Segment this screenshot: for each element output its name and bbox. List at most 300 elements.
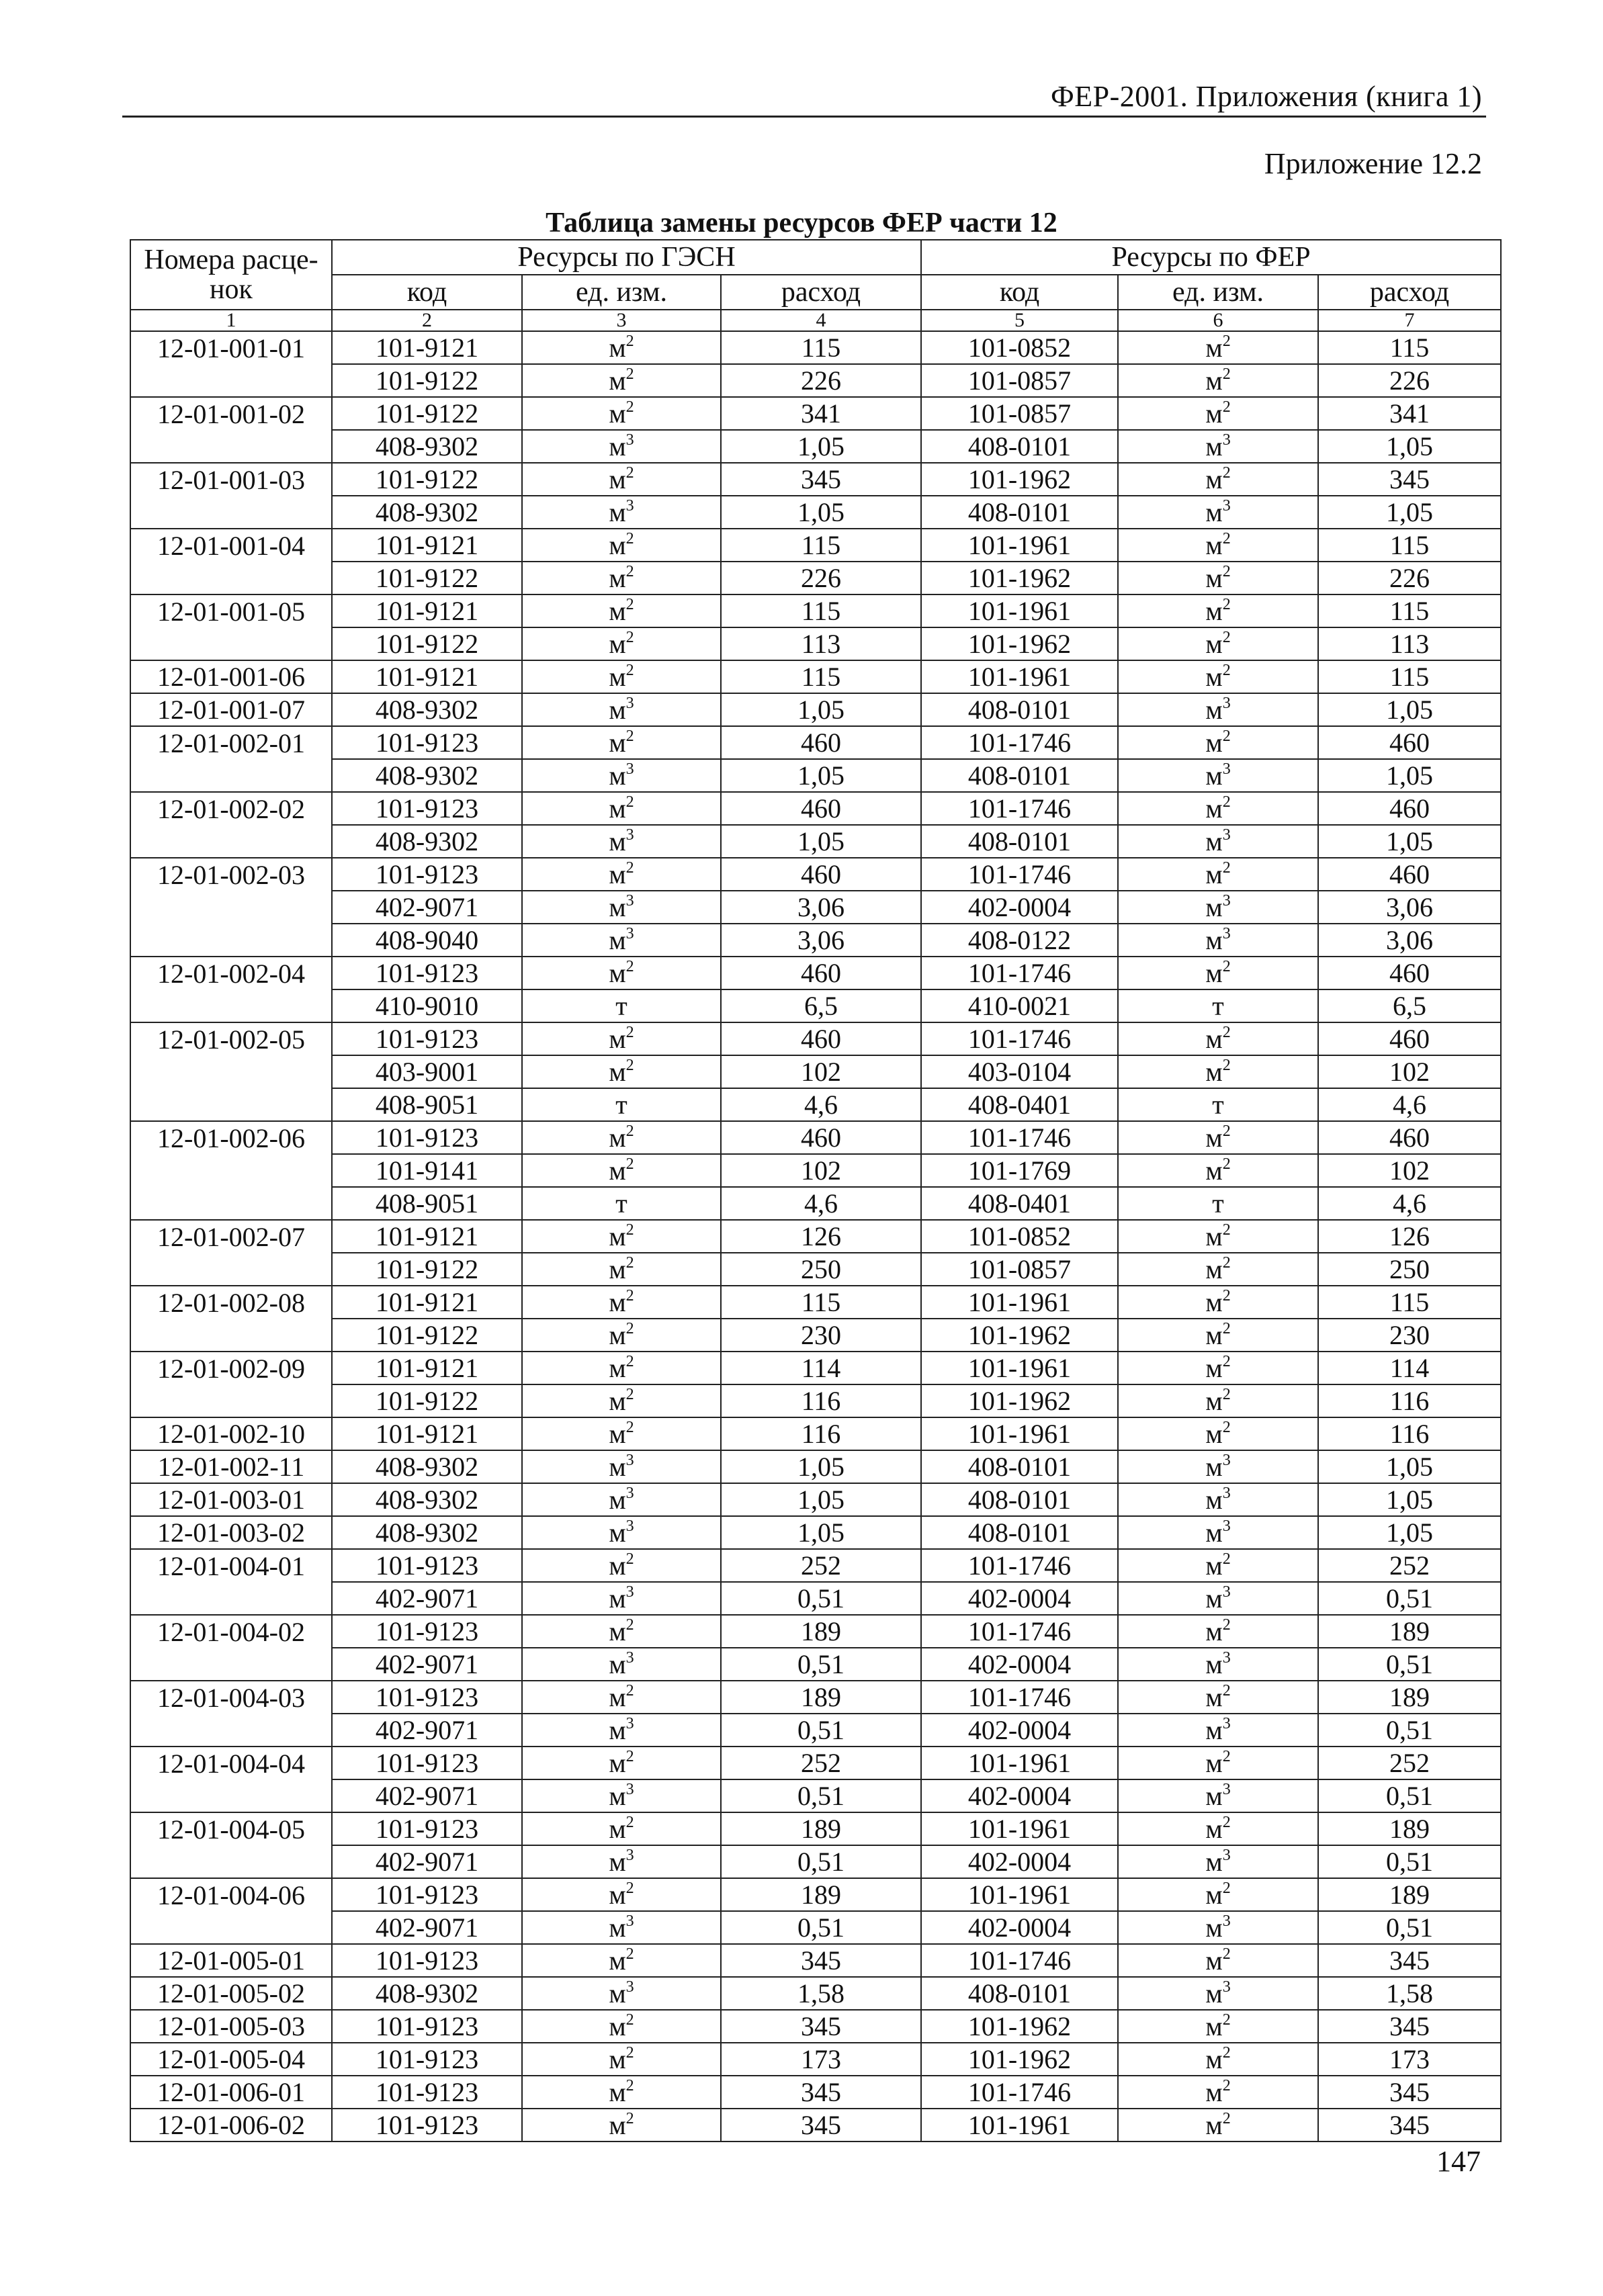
fer-code-cell: 101-1962 — [921, 1319, 1118, 1352]
table-row — [130, 1779, 1501, 1812]
header-gesn: Ресурсы по ГЭСН — [332, 240, 921, 275]
gesn-consumption-cell: 116 — [721, 1417, 921, 1450]
fer-unit-cell — [1118, 1384, 1318, 1417]
fer-code-cell: 403-0104 — [921, 1055, 1118, 1088]
fer-consumption-cell: 115 — [1318, 660, 1501, 693]
rate-number-cell — [130, 1384, 332, 1417]
unit-symbol: м — [1205, 563, 1223, 593]
table-row — [130, 1483, 1501, 1516]
unit-symbol: м — [609, 925, 626, 955]
unit-symbol: м — [1205, 826, 1223, 856]
gesn-code-cell: 402-9071 — [332, 1779, 522, 1812]
unit-symbol: м — [1205, 925, 1223, 955]
unit-symbol: м — [1205, 1781, 1223, 1811]
fer-unit-cell — [1118, 2076, 1318, 2109]
unit-symbol: м — [1205, 2077, 1223, 2107]
fer-code-cell: 408-0101 — [921, 1483, 1118, 1516]
unit-symbol: м — [1205, 958, 1223, 988]
fer-code-cell: 101-1962 — [921, 627, 1118, 660]
gesn-code-cell: 101-9121 — [332, 594, 522, 627]
unit-symbol: м — [1205, 464, 1223, 494]
table-row — [130, 693, 1501, 726]
unit-symbol: м — [1205, 1912, 1223, 1943]
gesn-consumption-cell: 189 — [721, 1615, 921, 1648]
unit-symbol: т — [1212, 991, 1224, 1021]
fer-consumption-cell: 115 — [1318, 594, 1501, 627]
unit-exponent: 2 — [625, 365, 634, 383]
unit-symbol: м — [1205, 2110, 1223, 2140]
unit-symbol: м — [609, 1386, 626, 1416]
fer-consumption-cell: 345 — [1318, 463, 1501, 496]
unit-exponent: 2 — [625, 562, 634, 580]
unit-symbol: м — [1205, 1386, 1223, 1416]
gesn-consumption-cell: 460 — [721, 858, 921, 891]
fer-unit-cell — [1118, 1187, 1318, 1220]
gesn-consumption-cell: 460 — [721, 1121, 921, 1154]
gesn-code-cell: 101-9123 — [332, 858, 522, 891]
gesn-code-cell: 408-9302 — [332, 1977, 522, 2010]
fer-code-cell: 410-0021 — [921, 989, 1118, 1022]
col-number: 7 — [1318, 310, 1501, 331]
fer-code-cell: 101-0857 — [921, 364, 1118, 397]
unit-symbol: м — [1205, 2011, 1223, 2041]
gesn-unit-cell — [522, 2010, 721, 2043]
fer-code-cell: 101-1746 — [921, 726, 1118, 759]
unit-exponent: 2 — [1222, 1023, 1231, 1041]
header-fer-unit: ед. изм. — [1118, 275, 1318, 310]
unit-exponent: 3 — [1222, 1912, 1231, 1930]
rate-number-cell — [130, 989, 332, 1022]
unit-symbol: м — [609, 1880, 626, 1910]
table-row — [130, 1714, 1501, 1747]
unit-exponent: 2 — [625, 1385, 634, 1403]
table-row — [130, 1220, 1501, 1253]
fer-unit-cell — [1118, 726, 1318, 759]
unit-exponent: 3 — [1222, 826, 1231, 844]
fer-consumption-cell: 115 — [1318, 331, 1501, 364]
unit-exponent: 3 — [1222, 924, 1231, 942]
unit-exponent: 2 — [1222, 1616, 1231, 1634]
fer-consumption-cell: 1,05 — [1318, 759, 1501, 792]
unit-symbol: м — [609, 1945, 626, 1976]
fer-consumption-cell: 1,05 — [1318, 430, 1501, 463]
unit-symbol: м — [609, 464, 626, 494]
fer-consumption-cell: 116 — [1318, 1417, 1501, 1450]
fer-consumption-cell: 189 — [1318, 1615, 1501, 1648]
fer-unit-cell — [1118, 792, 1318, 825]
fer-code-cell: 101-0852 — [921, 331, 1118, 364]
gesn-code-cell: 101-9121 — [332, 529, 522, 562]
gesn-consumption-cell: 226 — [721, 364, 921, 397]
gesn-consumption-cell: 189 — [721, 1681, 921, 1714]
unit-symbol: м — [609, 1781, 626, 1811]
gesn-code-cell: 101-9123 — [332, 1121, 522, 1154]
gesn-consumption-cell: 126 — [721, 1220, 921, 1253]
unit-symbol: м — [609, 1616, 626, 1646]
unit-symbol: м — [609, 1583, 626, 1614]
fer-unit-cell — [1118, 1878, 1318, 1911]
fer-code-cell: 101-1746 — [921, 957, 1118, 989]
unit-symbol: м — [609, 1550, 626, 1581]
fer-code-cell: 408-0101 — [921, 693, 1118, 726]
unit-exponent: 2 — [625, 2043, 634, 2062]
table-row — [130, 2076, 1501, 2109]
gesn-consumption-cell: 1,05 — [721, 430, 921, 463]
unit-symbol: м — [1205, 1419, 1223, 1449]
fer-consumption-cell: 126 — [1318, 1220, 1501, 1253]
unit-exponent: 3 — [1222, 1484, 1231, 1502]
fer-consumption-cell: 102 — [1318, 1154, 1501, 1187]
unit-exponent: 3 — [1222, 496, 1231, 515]
unit-symbol: м — [1205, 1485, 1223, 1515]
fer-unit-cell — [1118, 1220, 1318, 1253]
unit-symbol: м — [609, 1155, 626, 1186]
fer-consumption-cell: 460 — [1318, 858, 1501, 891]
fer-code-cell: 101-0857 — [921, 397, 1118, 430]
fer-consumption-cell: 1,58 — [1318, 1977, 1501, 2010]
unit-exponent: 2 — [625, 332, 634, 350]
gesn-unit-cell — [522, 364, 721, 397]
gesn-code-cell: 101-9122 — [332, 627, 522, 660]
gesn-consumption-cell: 3,06 — [721, 891, 921, 924]
gesn-unit-cell — [522, 1253, 721, 1286]
unit-exponent: 2 — [1222, 1385, 1231, 1403]
fer-unit-cell — [1118, 1483, 1318, 1516]
table-row — [130, 2043, 1501, 2076]
gesn-consumption-cell: 345 — [721, 2010, 921, 2043]
fer-code-cell: 101-1746 — [921, 1022, 1118, 1055]
unit-exponent: 3 — [625, 1714, 634, 1732]
gesn-code-cell: 408-9302 — [332, 1516, 522, 1549]
rate-number-cell — [130, 627, 332, 660]
fer-consumption-cell: 113 — [1318, 627, 1501, 660]
header-gesn-code: код — [332, 275, 522, 310]
unit-symbol: м — [1205, 530, 1223, 560]
gesn-unit-cell — [522, 1549, 721, 1582]
gesn-consumption-cell: 115 — [721, 660, 921, 693]
gesn-code-cell: 101-9123 — [332, 792, 522, 825]
table-row — [130, 1055, 1501, 1088]
col-number: 5 — [921, 310, 1118, 331]
unit-exponent: 3 — [625, 1648, 634, 1667]
fer-consumption-cell: 226 — [1318, 562, 1501, 594]
gesn-unit-cell — [522, 331, 721, 364]
unit-symbol: м — [609, 1485, 626, 1515]
unit-exponent: 2 — [1222, 727, 1231, 745]
col-number: 3 — [522, 310, 721, 331]
unit-symbol: м — [1205, 793, 1223, 824]
fer-code-cell: 408-0101 — [921, 1977, 1118, 2010]
unit-symbol: м — [609, 1748, 626, 1778]
gesn-consumption-cell: 0,51 — [721, 1911, 921, 1944]
unit-exponent: 3 — [625, 826, 634, 844]
unit-exponent: 3 — [1222, 431, 1231, 449]
gesn-unit-cell — [522, 726, 721, 759]
unit-symbol: м — [609, 530, 626, 560]
table-row — [130, 825, 1501, 858]
unit-symbol: м — [609, 333, 626, 363]
gesn-unit-cell — [522, 1714, 721, 1747]
gesn-code-cell: 101-9122 — [332, 1319, 522, 1352]
table-row — [130, 1088, 1501, 1121]
rate-number-cell — [130, 1779, 332, 1812]
unit-symbol: м — [609, 596, 626, 626]
gesn-unit-cell — [522, 2076, 721, 2109]
gesn-unit-cell — [522, 660, 721, 693]
table-row — [130, 726, 1501, 759]
fer-consumption-cell: 460 — [1318, 957, 1501, 989]
unit-symbol: м — [1205, 1748, 1223, 1778]
unit-symbol: м — [1205, 1616, 1223, 1646]
fer-consumption-cell: 115 — [1318, 529, 1501, 562]
unit-symbol: м — [1205, 1550, 1223, 1581]
gesn-unit-cell — [522, 562, 721, 594]
rate-number-cell — [130, 496, 332, 529]
rate-number-cell: 12-01-001-03 — [130, 463, 332, 496]
col-number: 1 — [130, 310, 332, 331]
unit-exponent: 2 — [625, 398, 634, 416]
gesn-code-cell: 101-9123 — [332, 726, 522, 759]
unit-exponent: 2 — [625, 595, 634, 613]
table-row — [130, 1253, 1501, 1286]
fer-unit-cell — [1118, 1088, 1318, 1121]
fer-code-cell: 101-1962 — [921, 2010, 1118, 2043]
fer-code-cell: 101-1961 — [921, 2109, 1118, 2142]
gesn-unit-cell — [522, 1417, 721, 1450]
fer-code-cell: 408-0101 — [921, 825, 1118, 858]
gesn-unit-cell — [522, 1187, 721, 1220]
unit-exponent: 3 — [625, 891, 634, 910]
gesn-code-cell: 408-9302 — [332, 1450, 522, 1483]
fer-unit-cell — [1118, 1253, 1318, 1286]
gesn-consumption-cell: 230 — [721, 1319, 921, 1352]
gesn-unit-cell — [522, 2109, 721, 2142]
gesn-unit-cell — [522, 924, 721, 957]
unit-exponent: 2 — [1222, 463, 1231, 482]
unit-exponent: 2 — [1222, 365, 1231, 383]
rate-number-cell: 12-01-002-02 — [130, 792, 332, 825]
table-row — [130, 1384, 1501, 1417]
fer-code-cell: 101-1962 — [921, 562, 1118, 594]
fer-code-cell: 408-0101 — [921, 430, 1118, 463]
unit-symbol: м — [609, 431, 626, 461]
unit-symbol: м — [1205, 1452, 1223, 1482]
rate-number-cell — [130, 891, 332, 924]
fer-unit-cell — [1118, 1286, 1318, 1319]
fer-unit-cell — [1118, 1911, 1318, 1944]
gesn-unit-cell — [522, 1911, 721, 1944]
fer-consumption-cell: 345 — [1318, 2010, 1501, 2043]
unit-symbol: т — [615, 991, 627, 1021]
unit-symbol: т — [1212, 1188, 1224, 1219]
fer-unit-cell — [1118, 2109, 1318, 2142]
fer-consumption-cell: 345 — [1318, 1944, 1501, 1977]
gesn-code-cell: 402-9071 — [332, 1582, 522, 1615]
header-fer-code: код — [921, 275, 1118, 310]
fer-consumption-cell: 1,05 — [1318, 1450, 1501, 1483]
fer-unit-cell — [1118, 1022, 1318, 1055]
rate-number-cell: 12-01-001-01 — [130, 331, 332, 364]
unit-exponent: 2 — [1222, 2011, 1231, 2029]
rate-number-cell: 12-01-002-07 — [130, 1220, 332, 1253]
rate-number-cell: 12-01-001-06 — [130, 660, 332, 693]
fer-code-cell: 101-0852 — [921, 1220, 1118, 1253]
unit-exponent: 3 — [625, 694, 634, 712]
gesn-unit-cell — [522, 693, 721, 726]
rate-number-cell: 12-01-002-10 — [130, 1417, 332, 1450]
table-row — [130, 1187, 1501, 1220]
unit-symbol: м — [609, 1057, 626, 1087]
table-row — [130, 1516, 1501, 1549]
fer-code-cell: 402-0004 — [921, 1714, 1118, 1747]
unit-exponent: 2 — [1222, 957, 1231, 975]
rate-number-cell: 12-01-002-08 — [130, 1286, 332, 1319]
gesn-code-cell: 408-9302 — [332, 430, 522, 463]
rate-number-cell: 12-01-004-01 — [130, 1549, 332, 1582]
gesn-consumption-cell: 345 — [721, 1944, 921, 1977]
unit-symbol: м — [1205, 1847, 1223, 1877]
unit-exponent: 2 — [1222, 1352, 1231, 1370]
unit-exponent: 2 — [625, 1023, 634, 1041]
unit-exponent: 2 — [1222, 595, 1231, 613]
unit-exponent: 2 — [625, 1286, 634, 1305]
table-row — [130, 562, 1501, 594]
table-row — [130, 1681, 1501, 1714]
fer-consumption-cell: 460 — [1318, 1121, 1501, 1154]
gesn-code-cell: 101-9122 — [332, 397, 522, 430]
unit-exponent: 2 — [1222, 1879, 1231, 1897]
gesn-unit-cell — [522, 397, 721, 430]
fer-unit-cell — [1118, 627, 1318, 660]
gesn-code-cell: 408-9302 — [332, 693, 522, 726]
unit-symbol: м — [1205, 892, 1223, 922]
unit-exponent: 2 — [1222, 1945, 1231, 1963]
fer-consumption-cell: 1,05 — [1318, 825, 1501, 858]
gesn-code-cell: 402-9071 — [332, 1714, 522, 1747]
unit-exponent: 2 — [1222, 529, 1231, 547]
fer-unit-cell — [1118, 858, 1318, 891]
gesn-unit-cell — [522, 1977, 721, 2010]
table-row — [130, 1352, 1501, 1384]
fer-unit-cell — [1118, 1417, 1318, 1450]
unit-symbol: м — [1205, 1945, 1223, 1976]
table-row — [130, 1977, 1501, 2010]
gesn-unit-cell — [522, 430, 721, 463]
rate-number-cell: 12-01-004-05 — [130, 1812, 332, 1845]
rate-number-cell — [130, 1319, 332, 1352]
fer-code-cell: 101-1961 — [921, 660, 1118, 693]
unit-exponent: 2 — [625, 1945, 634, 1963]
gesn-code-cell: 101-9141 — [332, 1154, 522, 1187]
gesn-consumption-cell: 115 — [721, 529, 921, 562]
unit-exponent: 2 — [1222, 1253, 1231, 1272]
gesn-code-cell: 101-9122 — [332, 463, 522, 496]
gesn-consumption-cell: 460 — [721, 957, 921, 989]
gesn-unit-cell — [522, 1747, 721, 1779]
gesn-code-cell: 101-9121 — [332, 1352, 522, 1384]
fer-unit-cell — [1118, 1648, 1318, 1681]
gesn-consumption-cell: 6,5 — [721, 989, 921, 1022]
fer-code-cell: 101-1746 — [921, 1121, 1118, 1154]
fer-code-cell: 101-1962 — [921, 1384, 1118, 1417]
unit-symbol: м — [1205, 1057, 1223, 1087]
table-row — [130, 1812, 1501, 1845]
fer-unit-cell — [1118, 1549, 1318, 1582]
fer-code-cell: 101-1746 — [921, 2076, 1118, 2109]
fer-consumption-cell: 102 — [1318, 1055, 1501, 1088]
gesn-code-cell: 101-9123 — [332, 1812, 522, 1845]
unit-symbol: м — [1205, 333, 1223, 363]
fer-unit-cell — [1118, 529, 1318, 562]
fer-code-cell: 101-1746 — [921, 858, 1118, 891]
rate-number-cell: 12-01-002-01 — [130, 726, 332, 759]
table-row — [130, 891, 1501, 924]
unit-exponent: 3 — [625, 1451, 634, 1469]
fer-consumption-cell: 460 — [1318, 1022, 1501, 1055]
table-row — [130, 957, 1501, 989]
gesn-consumption-cell: 1,05 — [721, 1483, 921, 1516]
unit-exponent: 2 — [1222, 793, 1231, 811]
fer-consumption-cell: 230 — [1318, 1319, 1501, 1352]
table-row — [130, 1648, 1501, 1681]
rate-number-cell — [130, 1714, 332, 1747]
unit-symbol: м — [609, 1978, 626, 2008]
unit-symbol: м — [1205, 1287, 1223, 1317]
gesn-consumption-cell: 3,06 — [721, 924, 921, 957]
unit-exponent: 2 — [1222, 1550, 1231, 1568]
unit-exponent: 2 — [1222, 398, 1231, 416]
gesn-unit-cell — [522, 463, 721, 496]
fer-consumption-cell: 115 — [1318, 1286, 1501, 1319]
unit-exponent: 3 — [625, 1846, 634, 1864]
unit-symbol: м — [609, 2044, 626, 2074]
fer-unit-cell — [1118, 594, 1318, 627]
unit-symbol: т — [1212, 1090, 1224, 1120]
unit-exponent: 3 — [1222, 1517, 1231, 1535]
rate-number-cell: 12-01-002-03 — [130, 858, 332, 891]
unit-symbol: м — [609, 662, 626, 692]
gesn-code-cell: 410-9010 — [332, 989, 522, 1022]
fer-consumption-cell: 1,05 — [1318, 693, 1501, 726]
fer-consumption-cell: 0,51 — [1318, 1714, 1501, 1747]
header-gesn-consumption: расход — [721, 275, 921, 310]
unit-exponent: 3 — [625, 1978, 634, 1996]
unit-exponent: 2 — [625, 2011, 634, 2029]
unit-symbol: м — [1205, 1024, 1223, 1054]
gesn-code-cell: 101-9122 — [332, 1384, 522, 1417]
fer-consumption-cell: 345 — [1318, 2109, 1501, 2142]
gesn-unit-cell — [522, 1022, 721, 1055]
unit-exponent: 2 — [1222, 332, 1231, 350]
unit-exponent: 2 — [1222, 628, 1231, 646]
gesn-code-cell: 403-9001 — [332, 1055, 522, 1088]
table-row — [130, 1121, 1501, 1154]
unit-exponent: 2 — [625, 1681, 634, 1699]
rate-number-cell: 12-01-002-04 — [130, 957, 332, 989]
rate-number-cell — [130, 1055, 332, 1088]
rate-number-cell: 12-01-004-06 — [130, 1878, 332, 1911]
gesn-consumption-cell: 1,05 — [721, 1450, 921, 1483]
fer-unit-cell — [1118, 1319, 1318, 1352]
gesn-consumption-cell: 226 — [721, 562, 921, 594]
gesn-code-cell: 101-9123 — [332, 1022, 522, 1055]
fer-unit-cell — [1118, 1714, 1318, 1747]
unit-exponent: 2 — [625, 727, 634, 745]
fer-unit-cell — [1118, 1615, 1318, 1648]
gesn-consumption-cell: 189 — [721, 1812, 921, 1845]
gesn-consumption-cell: 250 — [721, 1253, 921, 1286]
header-rule — [122, 116, 1486, 118]
